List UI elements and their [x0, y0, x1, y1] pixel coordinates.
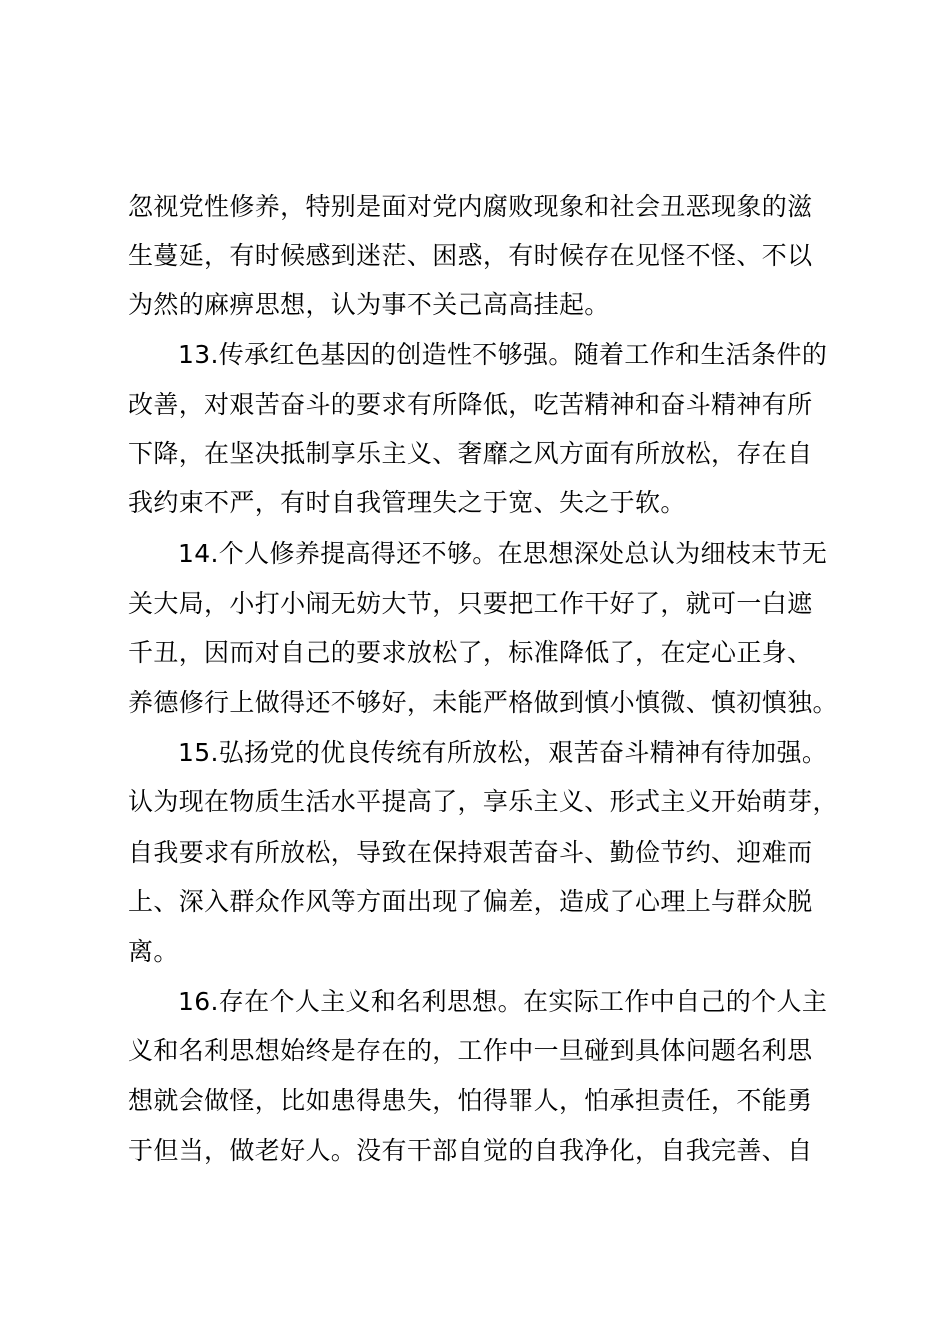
- text-line: 我约束不严，有时自我管理失之于宽、失之于软。: [128, 488, 686, 517]
- text-line: 忽视党性修养，特别是面对党内腐败现象和社会丑恶现象的滋: [128, 192, 813, 221]
- text-line: 自我要求有所放松，导致在保持艰苦奋斗、勤俭节约、迎难而: [128, 838, 813, 867]
- text-line: 想就会做怪，比如患得患失，怕得罪人，怕承担责任，不能勇: [128, 1086, 813, 1115]
- text-line: 下降，在坚决抵制享乐主义、奢靡之风方面有所放松，存在自: [128, 439, 813, 468]
- text-line: 生蔓延，有时候感到迷茫、困惑，有时候存在见怪不怪、不以: [128, 241, 813, 270]
- text-line: 于但当，做老好人。没有干部自觉的自我净化，自我完善、自: [128, 1136, 813, 1165]
- text-line: 养德修行上做得还不够好，未能严格做到慎小慎微、慎初慎独。: [128, 688, 838, 717]
- paragraph-16-heading-line: 16.存在个人主义和名利思想。在实际工作中自己的个人主: [178, 987, 828, 1016]
- text-line: 关大局，小打小闹无妨大节，只要把工作干好了，就可一白遮: [128, 589, 813, 618]
- paragraph-15-heading-line: 15.弘扬党的优良传统有所放松，艰苦奋斗精神有待加强。: [178, 738, 828, 767]
- text-line: 千丑，因而对自己的要求放松了，标准降低了，在定心正身、: [128, 638, 813, 667]
- paragraph-14-heading-line: 14.个人修养提高得还不够。在思想深处总认为细枝末节无: [178, 539, 828, 568]
- text-line: 认为现在物质生活水平提高了，享乐主义、形式主义开始萌芽，: [128, 787, 838, 816]
- paragraph-13-heading-line: 13.传承红色基因的创造性不够强。随着工作和生活条件的: [178, 340, 828, 369]
- text-line: 义和名利思想始终是存在的，工作中一旦碰到具体问题名利思: [128, 1036, 813, 1065]
- text-line: 为然的麻痹思想，认为事不关己高高挂起。: [128, 290, 610, 319]
- text-line: 改善，对艰苦奋斗的要求有所降低，吃苦精神和奋斗精神有所: [128, 390, 813, 419]
- text-line: 离。: [128, 937, 179, 966]
- text-line: 上、深入群众作风等方面出现了偏差，造成了心理上与群众脱: [128, 887, 813, 916]
